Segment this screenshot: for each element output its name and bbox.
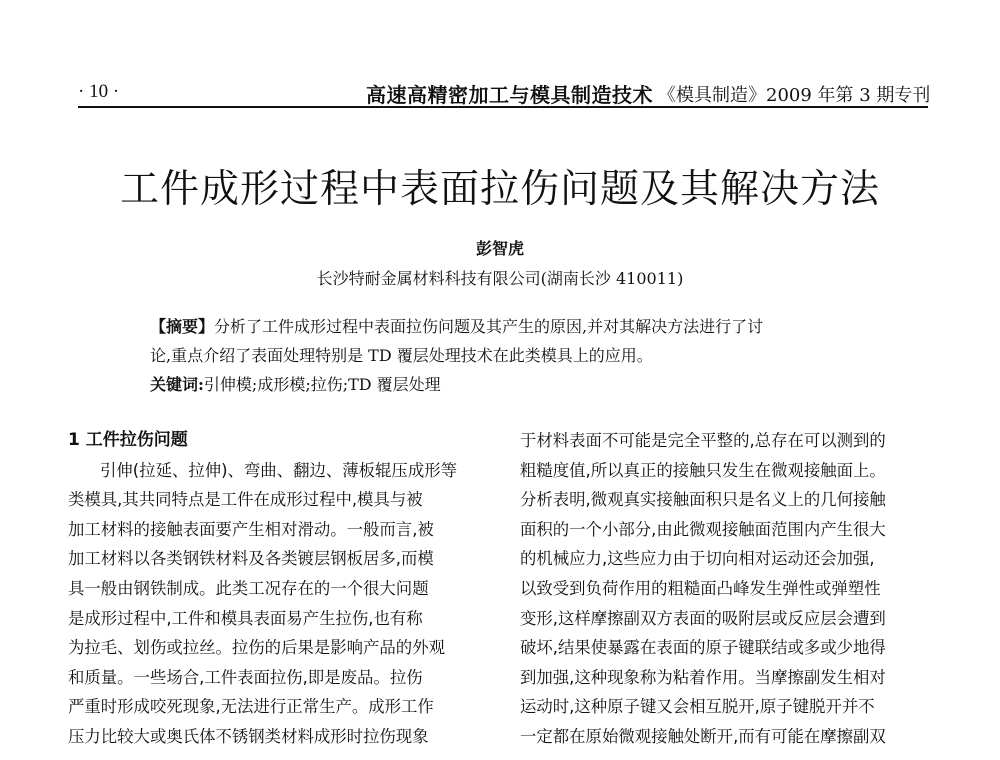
- paragraph-line: 粗糙度值,所以真正的接触只发生在微观接触面上。: [520, 460, 886, 480]
- keywords-label: 关键词:: [150, 375, 204, 394]
- paragraph-line: 变形,这样摩擦副双方表面的吸附层或反应层会遭到: [520, 608, 886, 628]
- paragraph-line: 以致受到负荷作用的粗糙面凸峰发生弹性或弹塑性: [520, 578, 881, 598]
- abstract-block: [150, 312, 862, 399]
- keywords-text: 引伸模;成形模;拉伤;TD 覆层处理: [203, 375, 441, 394]
- author-affiliation: 长沙特耐金属材料科技有限公司(湖南长沙 410011): [316, 269, 684, 288]
- paragraph-line: 类模具,其共同特点是工件在成形过程中,模具与被: [68, 490, 423, 510]
- section-heading: 1 工件拉伤问题: [68, 430, 188, 450]
- paragraph-line: 具一般由钢铁制成。此类工况存在的一个很大问题: [68, 578, 429, 598]
- body-column-right: [520, 426, 944, 752]
- running-header: [78, 76, 931, 108]
- paragraph-line: 到加强,这种现象称为粘着作用。当摩擦副发生相对: [520, 667, 886, 687]
- abstract-text-2: 论,重点介绍了表面处理特别是 TD 覆层处理技术在此类模具上的应用。: [150, 346, 653, 365]
- paragraph-line: 严重时形成咬死现象,无法进行正常生产。成形工作: [68, 697, 434, 717]
- paragraph-line: 于材料表面不可能是完全平整的,总存在可以测到的: [520, 431, 886, 450]
- paragraph-line: 压力比较大或奥氏体不锈钢类材料成形时拉伤现象: [68, 726, 429, 746]
- paragraph-line: 分析表明,微观真实接触面积只是名义上的几何接触: [520, 490, 886, 510]
- article-author: 彭智虎: [475, 239, 524, 258]
- abstract-label: 【摘要】: [150, 317, 215, 336]
- paragraph-line: 的机械应力,这些应力由于切向相对运动还会加强,: [520, 549, 875, 569]
- paragraph-line: 和质量。一些场合,工件表面拉伤,即是废品。拉伤: [68, 667, 423, 687]
- abstract-text-1: 分析了工件成形过程中表面拉伤问题及其产生的原因,并对其解决方法进行了讨: [214, 317, 764, 336]
- paragraph-line: 加工材料的接触表面要产生相对滑动。一般而言,被: [68, 519, 434, 539]
- journal-section-title: 高速高精密加工与模具制造技术: [366, 83, 653, 107]
- paragraph-line: 引伸(拉延、拉伸)、弯曲、翻边、薄板辊压成形等: [100, 460, 457, 480]
- paragraph-line: 破坏,结果使暴露在表面的原子键联结或多或少地得: [520, 638, 886, 658]
- keywords-line: [150, 370, 862, 399]
- paragraph-line: 面积的一个小部分,由此微观接触面范围内产生很大: [520, 519, 886, 539]
- paragraph-line: 运动时,这种原子键又会相互脱开,原子键脱开并不: [520, 697, 875, 717]
- page-number: · 10 ·: [78, 81, 120, 102]
- paragraph-line: 加工材料以各类钢铁材料及各类镀层钢板居多,而模: [68, 549, 434, 569]
- paragraph-line: 为拉毛、划伤或拉丝。拉伤的后果是影响产品的外观: [68, 638, 445, 658]
- journal-issue: 《模具制造》2009 年第 3 期专刊: [658, 85, 931, 106]
- abstract-line: [150, 312, 862, 341]
- body-column-left: [68, 426, 492, 752]
- article-title: 工件成形过程中表面拉伤问题及其解决方法: [119, 167, 880, 212]
- paragraph-line: 一定都在原始微观接触处断开,而有可能在摩擦副双: [520, 726, 886, 746]
- paragraph-line: 是成形过程中,工件和模具表面易产生拉伤,也有称: [68, 608, 423, 628]
